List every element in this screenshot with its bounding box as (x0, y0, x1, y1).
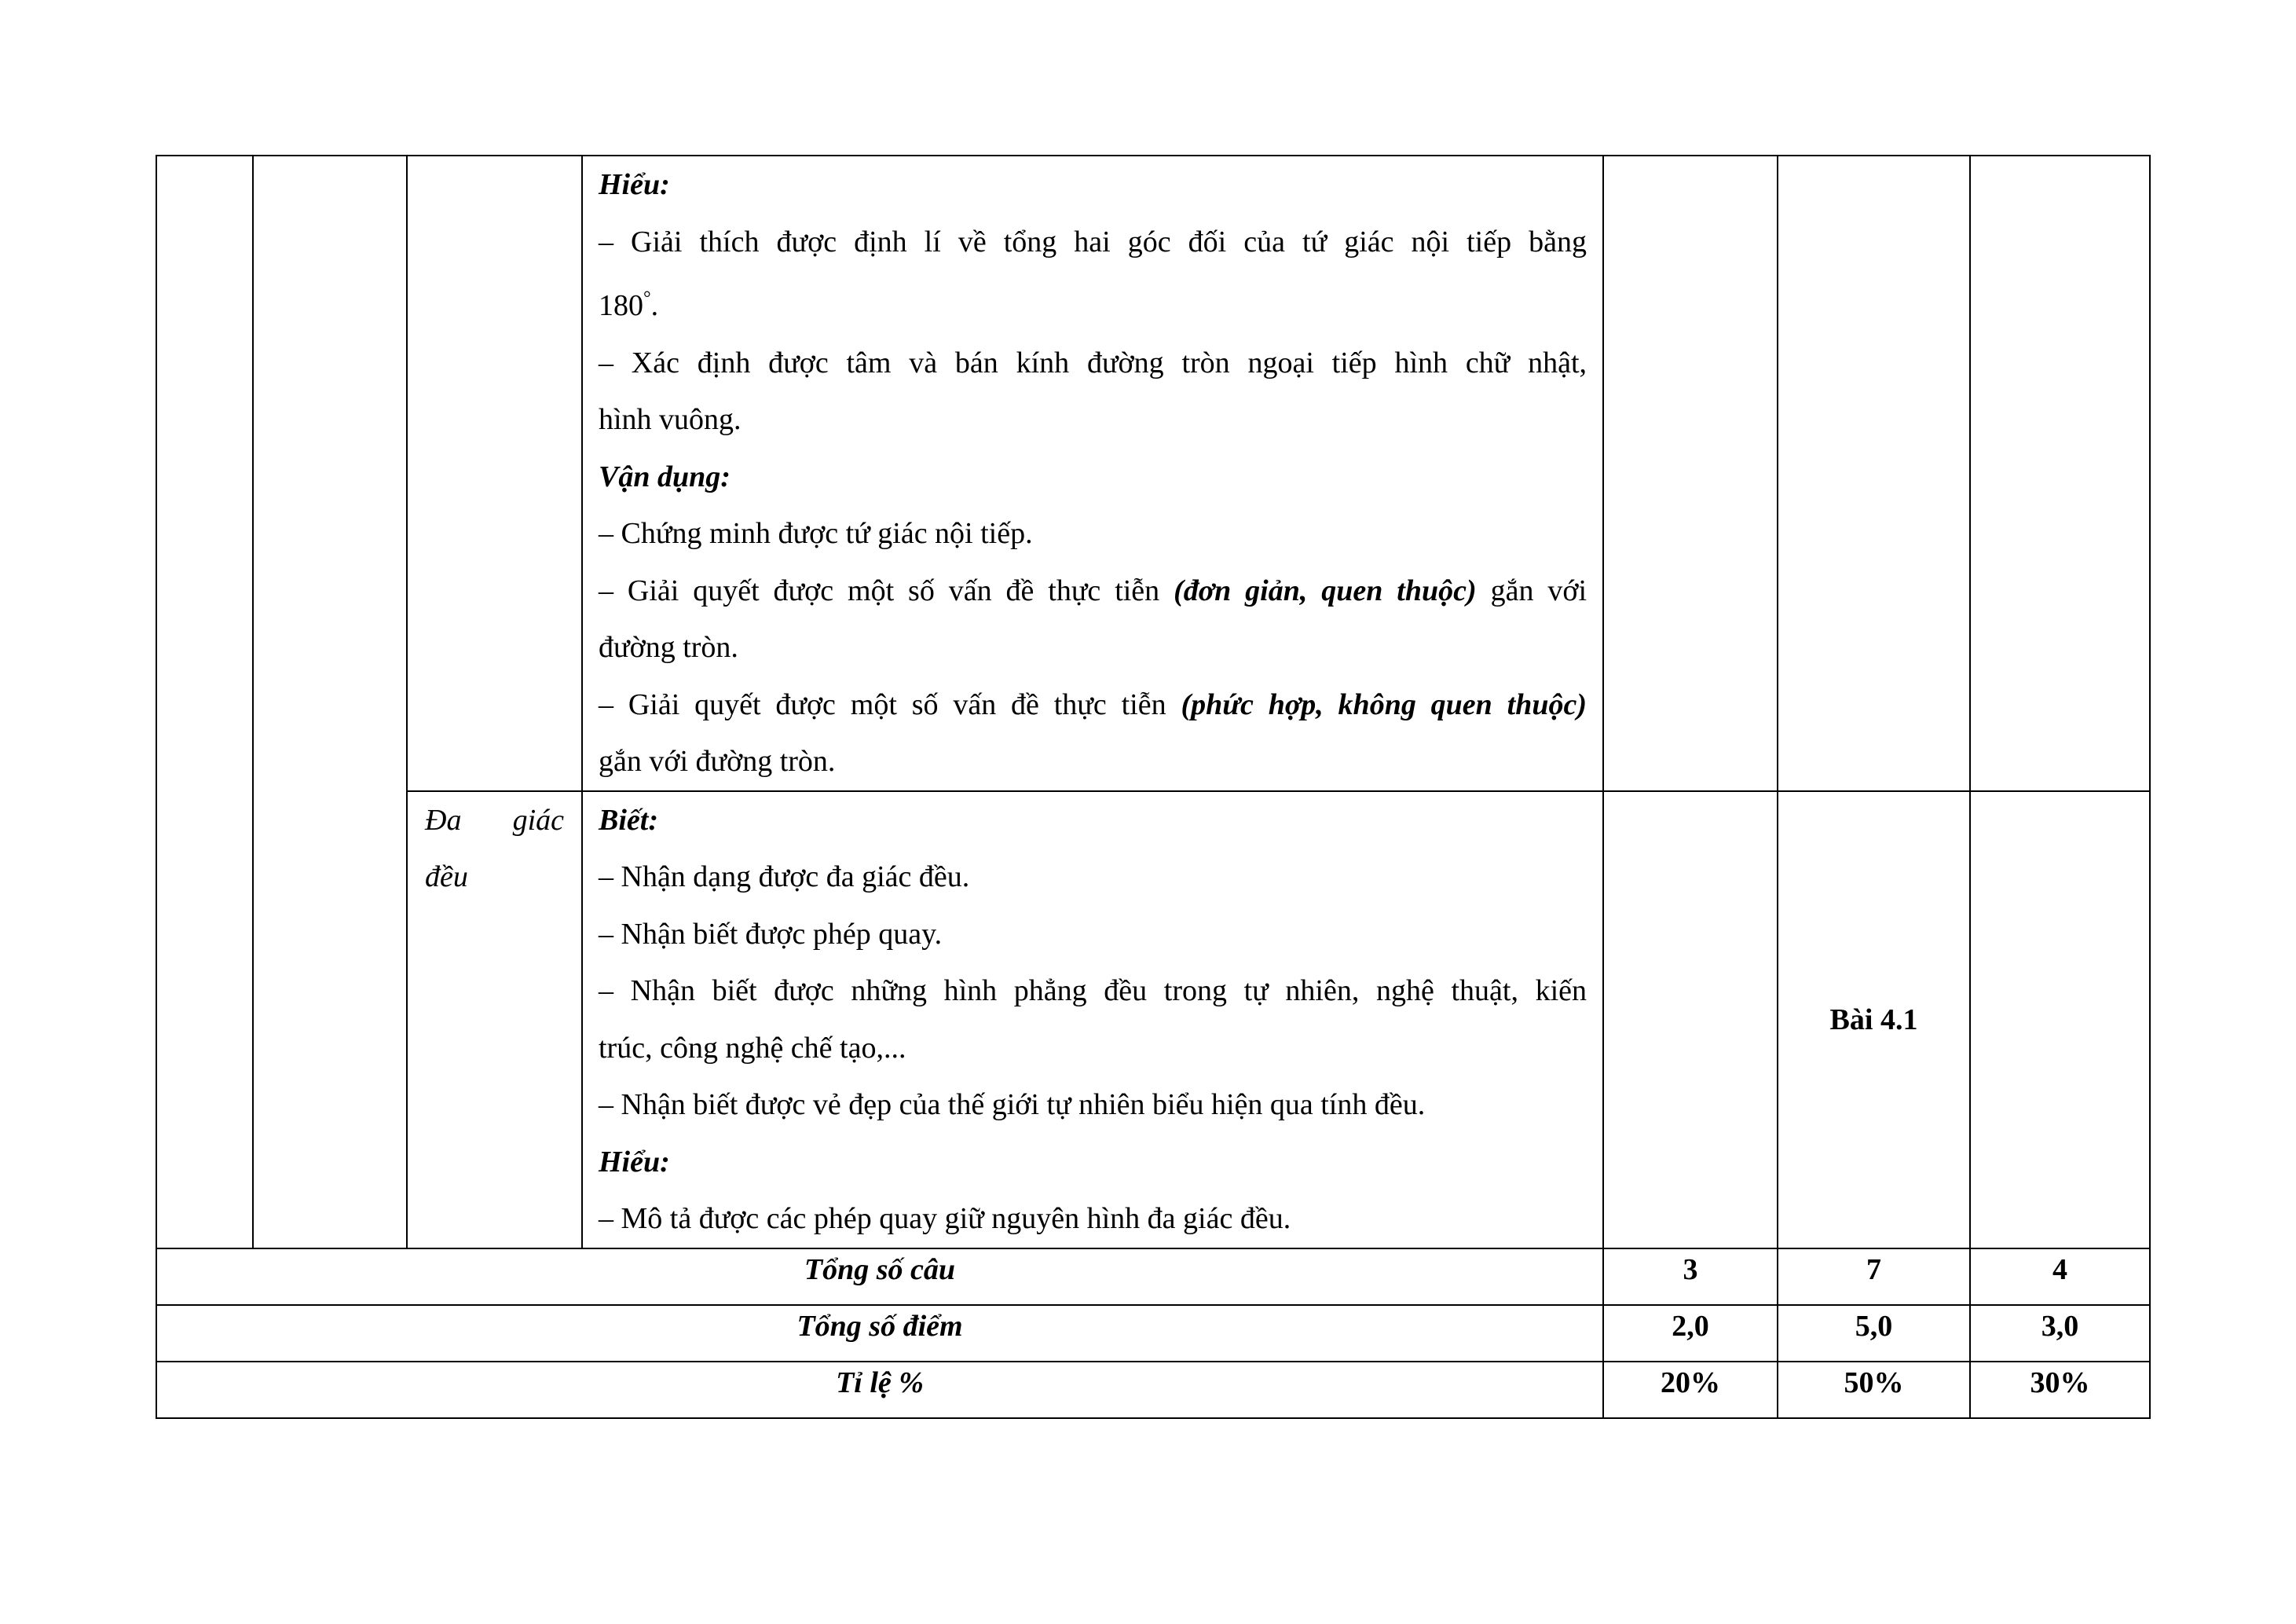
table-row (156, 156, 2150, 791)
biet-item-3-cont: trúc, công nghệ chế tạo,... (599, 1031, 906, 1065)
summary-value: 3 (1603, 1248, 1778, 1305)
empty-cell-level1-upper (1603, 156, 1778, 791)
summary-value: 7 (1778, 1248, 1970, 1305)
summary-row-percent (156, 1362, 2150, 1418)
summary-value: 4 (1970, 1248, 2150, 1305)
vandung-item-1: – Chứng minh được tứ giác nội tiếp. (599, 517, 1033, 550)
hieu-item-1: – Giải thích được định lí về tổng hai góc đối của tứ giác nội tiếp bằng (599, 225, 1587, 258)
hieu-label: Hiểu: (599, 168, 670, 201)
biet-label: Biết: (599, 803, 658, 837)
summary-row-points (156, 1305, 2150, 1362)
hieu-item-2: – Xác định được tâm và bán kính đường tròn ngoại tiếp hình chữ nhật, (599, 346, 1587, 379)
requirements-cell-lower (582, 791, 1603, 1248)
hieu-label-lower: Hiểu: (599, 1145, 670, 1179)
summary-label: Tỉ lệ % (156, 1362, 1603, 1418)
empty-topic-cell (407, 156, 582, 791)
topic-line-2: đều (425, 860, 468, 893)
topic-line-1: Đa giác (425, 803, 564, 837)
empty-cell-level2-upper (1778, 156, 1970, 791)
summary-value: 30% (1970, 1362, 2150, 1418)
biet-item-1: – Nhận dạng được đa giác đều. (599, 860, 970, 893)
empty-cell-level3-lower (1970, 791, 2150, 1248)
summary-value: 50% (1778, 1362, 1970, 1418)
summary-label: Tổng số câu (156, 1248, 1603, 1305)
empty-cell-col1 (156, 156, 253, 1248)
empty-cell-level3-upper (1970, 156, 2150, 791)
biet-item-4: – Nhận biết được vẻ đẹp của thế giới tự nhiên biểu hiện qua tính đều. (599, 1088, 1426, 1121)
hieu-item-1-value: 180°. (599, 288, 659, 322)
empty-cell-level1-lower (1603, 791, 1778, 1248)
summary-value: 5,0 (1778, 1305, 1970, 1362)
biet-item-3: – Nhận biết được những hình phẳng đều trong tự nhiên, nghệ thuật, kiến (599, 974, 1587, 1007)
assessment-matrix-table (156, 155, 2151, 1419)
summary-value: 20% (1603, 1362, 1778, 1418)
summary-label: Tổng số điểm (156, 1305, 1603, 1362)
empty-cell-col2 (253, 156, 407, 1248)
vandung-item-2-cont: đường tròn. (599, 631, 738, 664)
requirements-cell-upper (582, 156, 1603, 791)
summary-value: 2,0 (1603, 1305, 1778, 1362)
vandung-item-3: – Giải quyết được một số vấn đề thực tiễn (phức hợp, không quen thuộc) (599, 687, 1587, 721)
vandung-item-2: – Giải quyết được một số vấn đề thực tiễn (đơn giản, quen thuộc) gắn với (599, 574, 1587, 607)
hieu-lower-item-1: – Mô tả được các phép quay giữ nguyên hình đa giác đều. (599, 1202, 1291, 1235)
vandung-label: Vận dụng: (599, 460, 731, 493)
biet-item-2: – Nhận biết được phép quay. (599, 917, 943, 951)
summary-value: 3,0 (1970, 1305, 2150, 1362)
vandung-item-3-cont: gắn với đường tròn. (599, 745, 836, 778)
topic-cell-polygon (407, 791, 582, 1248)
table-row (156, 791, 2150, 1248)
summary-row-questions (156, 1248, 2150, 1305)
question-ref-cell: Bài 4.1 (1778, 791, 1970, 1248)
hieu-item-2-cont: hình vuông. (599, 403, 742, 436)
